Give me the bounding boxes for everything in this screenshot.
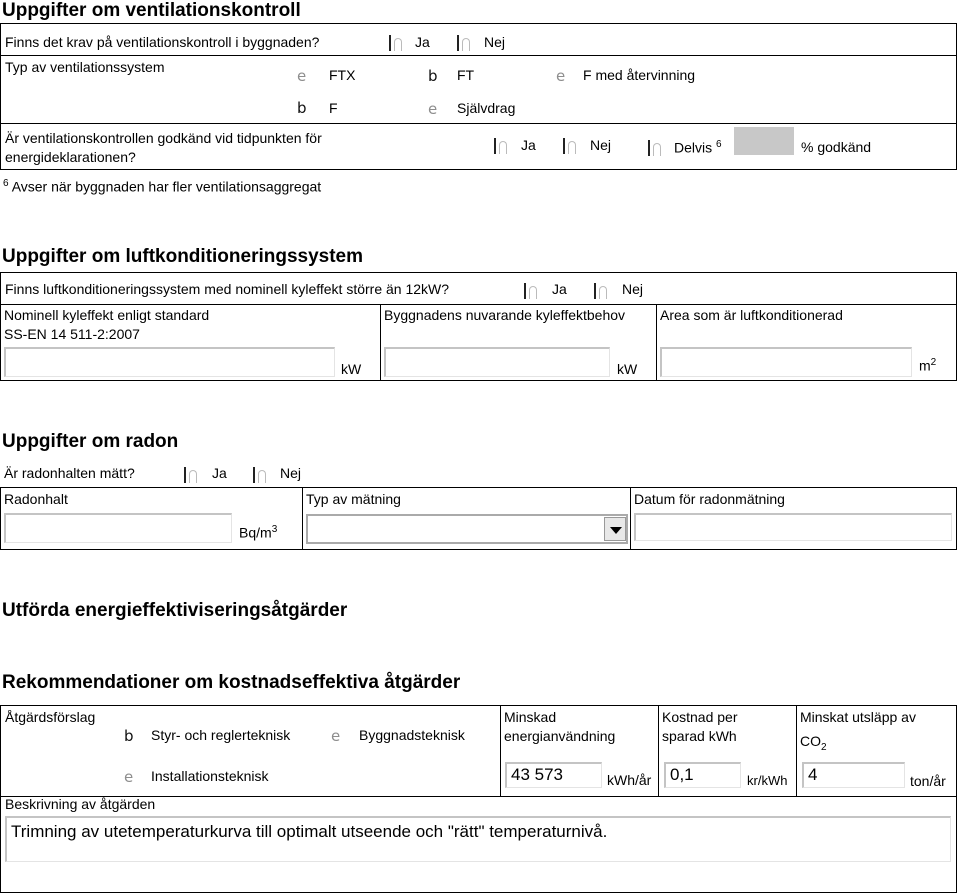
proposal-label: Åtgärdsförslag xyxy=(5,709,96,725)
approval-question-line1: Är ventilationskontrollen godkänd vid tidpunkten för xyxy=(5,130,322,146)
ac-area-unit: $m^2$ xyxy=(919,357,937,374)
radon-level-unit: $Bq/m^3$ xyxy=(239,524,278,541)
approval-yes-label: Ja xyxy=(521,137,536,153)
radon-level-input[interactable] xyxy=(4,513,232,543)
ac-area-input[interactable] xyxy=(660,347,912,377)
radon-title: Uppgifter om radon xyxy=(2,431,179,452)
installation-label: Installationsteknisk xyxy=(151,768,269,784)
col-cost-line2: sparad kWh xyxy=(662,728,737,744)
ft-radio[interactable]: b xyxy=(428,67,438,85)
cost-per-kwh-input[interactable]: 0,1 xyxy=(664,762,741,788)
divider xyxy=(630,487,631,550)
radon-no-checkbox[interactable] xyxy=(253,467,273,483)
radon-col-type: Typ av mätning xyxy=(306,491,401,507)
control-label: Styr- och reglerteknisk xyxy=(151,727,291,743)
divider xyxy=(658,705,659,796)
divider xyxy=(796,705,797,796)
radon-date-input[interactable] xyxy=(634,513,952,541)
col-reduced-line1: Minskad xyxy=(504,709,557,725)
ventilation-required-yes-label: Ja xyxy=(415,34,430,50)
radon-question: Är radonhalten mätt? xyxy=(4,465,135,481)
natural-radio[interactable]: e xyxy=(428,100,438,118)
ac-nominal-input[interactable] xyxy=(4,347,335,377)
col-co2-line2: $CO_2$ xyxy=(800,733,827,753)
approval-partly-label: Delvis $^6$ xyxy=(674,139,722,156)
approval-no-checkbox[interactable] xyxy=(563,138,583,154)
col-cost-line1: Kostnad per xyxy=(662,709,738,725)
percent-approved-input[interactable] xyxy=(734,127,794,155)
f-radio[interactable]: b xyxy=(297,99,307,117)
reduced-energy-unit: kWh/år xyxy=(607,772,652,788)
natural-label: Självdrag xyxy=(457,100,516,116)
ac-nominal-unit: kW xyxy=(341,361,362,377)
approval-partly-checkbox[interactable] xyxy=(648,140,668,156)
approval-no-label: Nej xyxy=(590,137,612,153)
radon-col-date: Datum för radonmätning xyxy=(634,491,785,507)
radon-type-select[interactable] xyxy=(306,514,628,544)
col-co2-line1: Minskat utsläpp av xyxy=(800,709,916,725)
f-recovery-label: F med återvinning xyxy=(583,67,696,83)
col-reduced-line2: energianvändning xyxy=(504,728,616,744)
ftx-label: FTX xyxy=(329,67,356,83)
co2-reduction-input[interactable]: 4 xyxy=(802,762,905,788)
percent-approved-label: % godkänd xyxy=(801,139,872,155)
chevron-down-icon[interactable] xyxy=(604,517,626,541)
ac-yes-label: Ja xyxy=(552,281,567,297)
ac-col-nominal-line1: Nominell kyleffekt enligt standard xyxy=(4,307,210,323)
ventilation-system-label: Typ av ventilationssystem xyxy=(5,59,165,75)
f-recovery-radio[interactable]: e xyxy=(556,67,566,85)
f-label: F xyxy=(329,100,338,116)
control-radio[interactable]: b xyxy=(124,727,134,745)
ventilation-required-no-label: Nej xyxy=(484,34,506,50)
approval-yes-checkbox[interactable] xyxy=(494,138,514,154)
ac-yes-checkbox[interactable] xyxy=(524,283,544,299)
building-radio[interactable]: e xyxy=(331,727,341,745)
description-input[interactable]: Trimning av utetemperaturkurva till optimalt utseende och "rätt" temperaturnivå. xyxy=(5,816,951,862)
description-label: Beskrivning av åtgärden xyxy=(5,796,156,812)
radon-no-label: Nej xyxy=(280,465,302,481)
ventilation-required-no-checkbox[interactable] xyxy=(457,35,477,51)
ac-no-checkbox[interactable] xyxy=(594,283,614,299)
ventilation-title: Uppgifter om ventilationskontroll xyxy=(2,0,301,21)
divider xyxy=(500,705,501,796)
ac-demand-input[interactable] xyxy=(384,347,610,377)
ac-no-label: Nej xyxy=(622,281,644,297)
ventilation-required-question: Finns det krav på ventilationskontroll i byggnaden? xyxy=(5,34,320,50)
approval-question-line2: energideklarationen? xyxy=(5,149,136,165)
measures-done-title: Utförda energieffektiviseringsåtgärder xyxy=(2,600,348,621)
ac-col-demand: Byggnadens nuvarande kyleffektbehov xyxy=(384,307,626,323)
recommendations-title: Rekommendationer om kostnadseffektiva åtgärder xyxy=(2,672,461,693)
co2-reduction-unit: ton/år xyxy=(910,773,946,789)
divider xyxy=(0,304,957,305)
installation-radio[interactable]: e xyxy=(124,768,134,786)
divider xyxy=(656,304,657,381)
radon-yes-label: Ja xyxy=(212,465,227,481)
ac-question: Finns luftkonditioneringssystem med nominell kyleffekt större än 12kW? xyxy=(5,281,450,297)
divider xyxy=(0,55,957,56)
ac-col-area: Area som är luftkonditionerad xyxy=(660,307,843,323)
ft-label: FT xyxy=(457,67,475,83)
ac-col-nominal-line2: SS-EN 14 511-2:2007 xyxy=(4,326,140,342)
ventilation-footnote: $^6$ Avser när byggnaden har fler ventilationsaggregat xyxy=(3,178,322,195)
ac-title: Uppgifter om luftkonditioneringssystem xyxy=(2,246,364,267)
divider xyxy=(380,304,381,381)
ftx-radio[interactable]: e xyxy=(297,67,307,85)
ventilation-required-yes-checkbox[interactable] xyxy=(389,35,409,51)
building-label: Byggnadsteknisk xyxy=(359,727,465,743)
divider xyxy=(302,487,303,550)
radon-col-level: Radonhalt xyxy=(4,491,68,507)
reduced-energy-input[interactable]: 43 573 xyxy=(505,762,602,788)
ac-demand-unit: kW xyxy=(617,361,638,377)
cost-per-kwh-unit: kr/kWh xyxy=(747,773,788,788)
radon-yes-checkbox[interactable] xyxy=(184,467,204,483)
